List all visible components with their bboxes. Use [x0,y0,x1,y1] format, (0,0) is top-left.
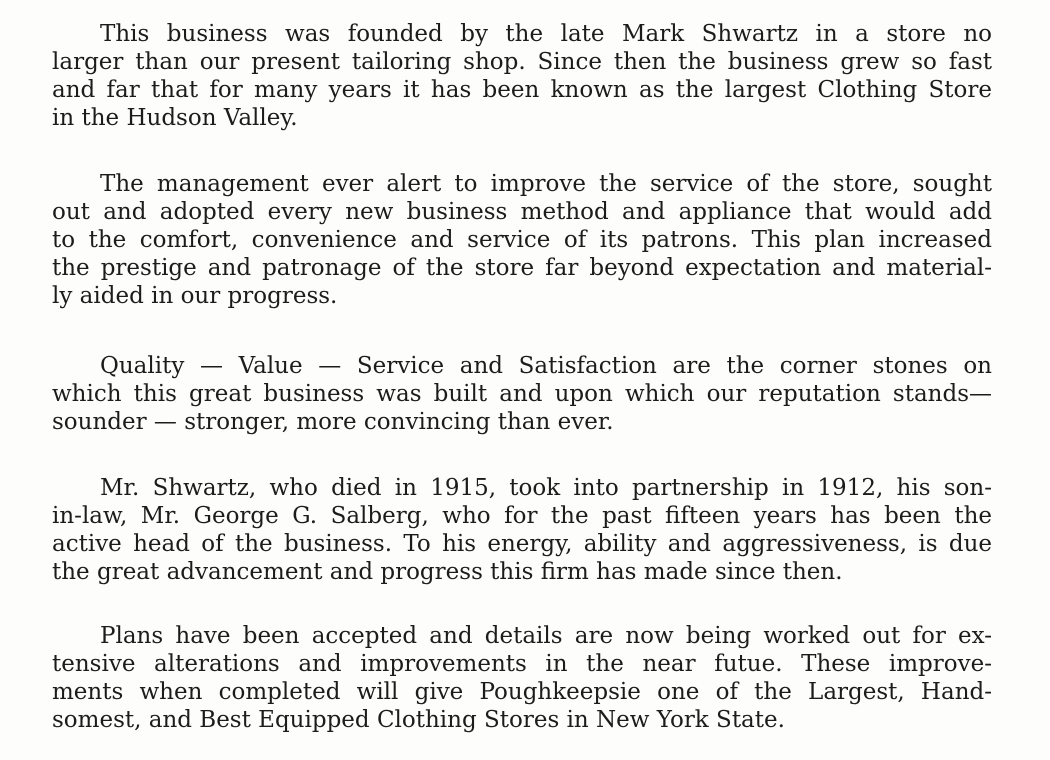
paragraph-line: the great advancement and progress this firm has made since then. [52,559,843,585]
paragraph-line: sounder — stronger, more convincing than ever. [52,409,614,435]
paragraph-line: somest, and Best Equipped Clothing Stores in New York State. [52,707,785,733]
paragraph-plans [52,622,992,734]
paragraph-line: This business was founded by the late Mark Shwartz in a store no [100,21,992,47]
paragraph-quality [52,352,992,436]
paragraph-line: active head of the business. To his energy, ability and aggressiveness, is due [52,531,992,557]
paragraph-line: tensive alterations and improvements in the near futue. These improve- [52,651,992,677]
paragraph-line: larger than our present tailoring shop. Since then the business grew so fast [52,49,992,75]
paragraph-founding [52,20,992,132]
paragraph-line: to the comfort, convenience and service of its patrons. This plan increased [52,227,992,253]
paragraph-partnership [52,474,992,586]
paragraph-management [52,170,992,310]
paragraph-line: ments when completed will give Poughkeepsie one of the Largest, Hand- [52,679,992,705]
paragraph-line: the prestige and patronage of the store far beyond expectation and material- [52,255,992,281]
paragraph-line: in-law, Mr. George G. Salberg, who for the past fifteen years has been the [52,503,992,529]
paragraph-line: ly aided in our progress. [52,283,338,309]
paragraph-line: Quality — Value — Service and Satisfaction are the corner stones on [100,353,992,379]
paragraph-line: Plans have been accepted and details are now being worked out for ex- [100,623,992,649]
paragraph-line: Mr. Shwartz, who died in 1915, took into partnership in 1912, his son- [100,475,992,501]
paragraph-line: which this great business was built and upon which our reputation stands— [52,381,992,407]
paragraph-line: in the Hudson Valley. [52,105,298,131]
paragraph-line: out and adopted every new business method and appliance that would add [52,199,992,225]
paragraph-line: and far that for many years it has been known as the largest Clothing Store [52,77,992,103]
paragraph-line: The management ever alert to improve the service of the store, sought [100,171,992,197]
